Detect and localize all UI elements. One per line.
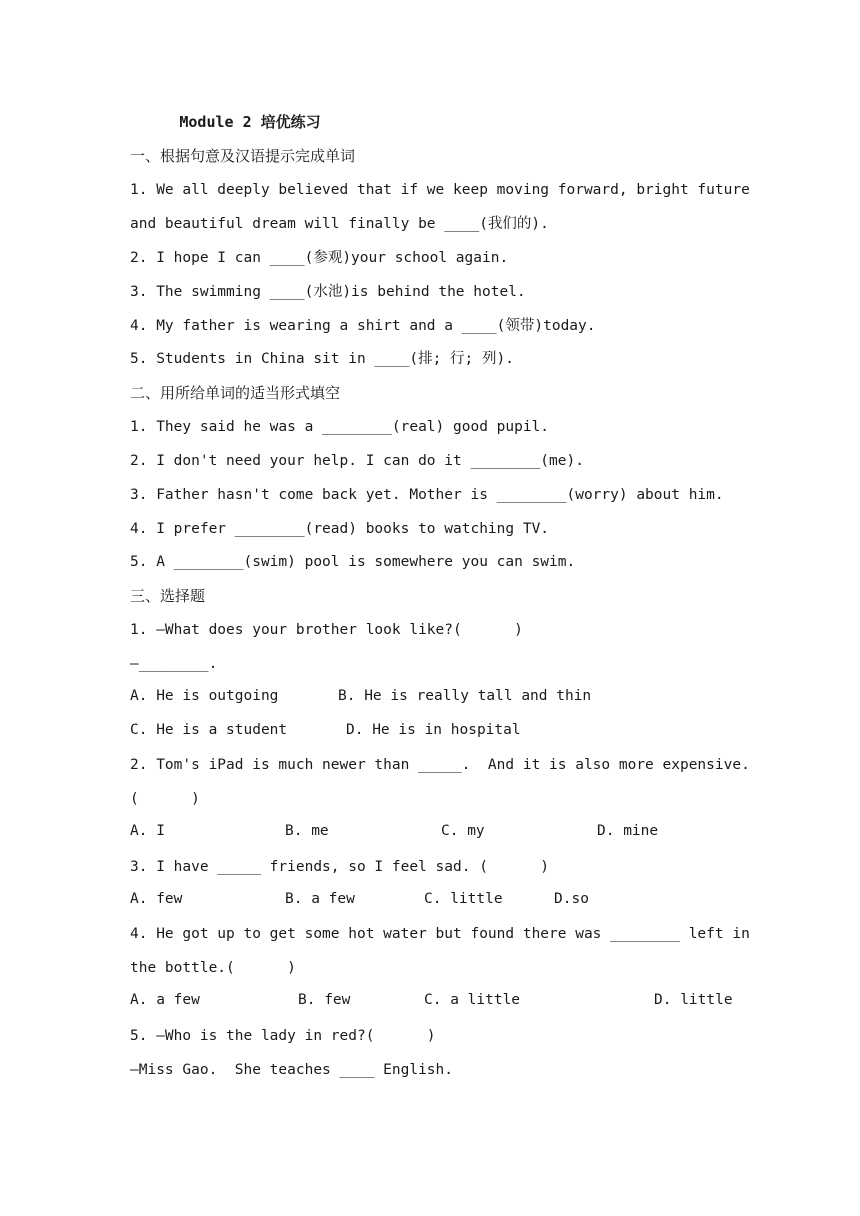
q2-option-b: B. me	[285, 823, 329, 839]
s1-item-2: 2. I hope I can ____(参观)your school again.	[130, 250, 509, 266]
q2-paren: ( )	[130, 791, 200, 807]
q2-option-a: A. I	[130, 823, 165, 839]
s1-item-4: 4. My father is wearing a shirt and a ____(领带)today.	[130, 318, 596, 334]
q4-stem: 4. He got up to get some hot water but found there was ________ left in	[130, 926, 750, 942]
q1-option-c: C. He is a student	[130, 722, 288, 738]
q4-option-d: D. little	[654, 992, 733, 1008]
q2-option-d: D. mine	[597, 823, 659, 839]
q2-stem: 2. Tom's iPad is much newer than _____. And it is also more expensive.	[130, 757, 750, 773]
q5-answer: —Miss Gao. She teaches ____ English.	[130, 1062, 454, 1078]
section3-heading: 三、选择题	[130, 587, 206, 605]
q3-option-a: A. few	[130, 891, 183, 907]
q4-option-a: A. a few	[130, 992, 200, 1008]
s2-item-3: 3. Father hasn't come back yet. Mother is ________(worry) about him.	[130, 487, 724, 503]
q3-option-c: C. little	[424, 891, 503, 907]
q3-option-b: B. a few	[285, 891, 355, 907]
section2-heading: 二、用所给单词的适当形式填空	[130, 384, 341, 402]
s1-item-1b: and beautiful dream will finally be ____(我们的).	[130, 216, 549, 232]
q3-option-d: D.so	[554, 891, 589, 907]
q1-option-a: A. He is outgoing	[130, 688, 279, 704]
q3-stem: 3. I have _____ friends, so I feel sad. ( )	[130, 859, 550, 875]
q1-option-b: B. He is really tall and thin	[338, 688, 592, 704]
s2-item-1: 1. They said he was a ________(real) good pupil.	[130, 419, 550, 435]
q4-stem-cont: the bottle.( )	[130, 960, 296, 976]
s2-item-2: 2. I don't need your help. I can do it ________(me).	[130, 453, 584, 469]
q4-option-b: B. few	[298, 992, 351, 1008]
q1-blank: —________.	[130, 656, 218, 672]
q1-stem: 1. —What does your brother look like?( )	[130, 622, 523, 638]
s2-item-4: 4. I prefer ________(read) books to watching TV.	[130, 521, 550, 537]
q4-option-c: C. a little	[424, 992, 521, 1008]
page-title: Module 2 培优练习	[179, 113, 321, 131]
s1-item-3: 3. The swimming ____(水池)is behind the hotel.	[130, 284, 526, 300]
section1-heading: 一、根据句意及汉语提示完成单词	[130, 147, 356, 165]
s2-item-5: 5. A ________(swim) pool is somewhere you can swim.	[130, 554, 576, 570]
q2-option-c: C. my	[441, 823, 485, 839]
q1-option-d: D. He is in hospital	[346, 722, 521, 738]
s1-item-5: 5. Students in China sit in ____(排; 行; 列).	[130, 351, 514, 367]
q5-stem: 5. —Who is the lady in red?( )	[130, 1028, 436, 1044]
s1-item-1a: 1. We all deeply believed that if we keep moving forward, bright future	[130, 182, 750, 198]
